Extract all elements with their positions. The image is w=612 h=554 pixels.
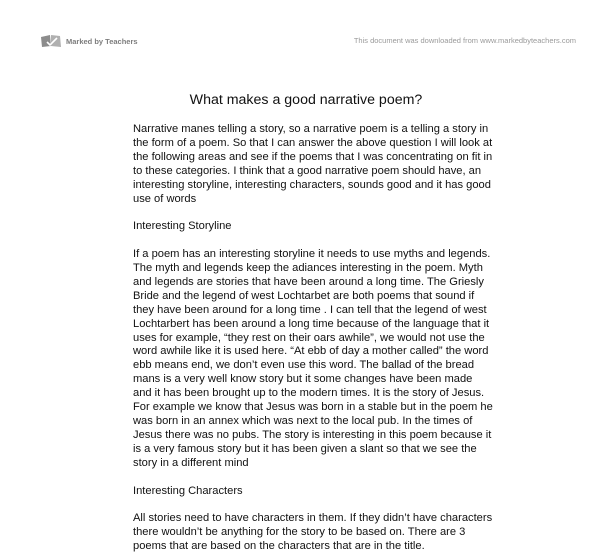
marked-by-teachers-logo-icon [40, 33, 62, 49]
section-heading-storyline: Interesting Storyline [133, 220, 232, 233]
storyline-paragraph: If a poem has an interesting storyline it needs to use myths and legends. The myth and legends keep the adiances interesting in the poem. Myth and legends are stories that have been around a long time. The Griesly Bride and the legend of west Lochtarbet are both poems that sound if they have been around for a long time . I can tell that the legend of west Lochtarbert has been around a long time because of the language that it uses for example, “they rest on their oars awhile”, we would not use the word awhile like it is used here. “At ebb of day a mother called” the word ebb means end, we don’t even use this word. The ballad of the bread mans is a very well know story but it some changes have been made and it has been brought up to the modern times. It is the story of Jesus. For example we know that Jesus was born in a stable but in the poem he was born in an annex which was next to the local pub. In the times of Jesus there was no pubs. The story is interesting in this poem because it is a very famous story but it has been given a slant so that we see the story in a different mind [133, 248, 493, 469]
intro-paragraph: Narrative manes telling a story, so a narrative poem is a telling a story in the form of a poem. So that I can answer the above question I will look at the following areas and see if the poems that I was concentrating on fit in to these categories. I think that a good narrative poem should have, an interesting storyline, interesting characters, sounds good and it has good use of words [133, 123, 493, 205]
document-body [133, 123, 493, 554]
section-heading-characters: Interesting Characters [133, 484, 243, 497]
document-title: What makes a good narrative poem? [189, 92, 423, 108]
characters-paragraph: All stories need to have characters in them. If they didn’t have characters there wouldn’t be anything for the story to be based on. There are 3 poems that are based on the characters that are in the title. [133, 512, 493, 553]
brand-name: Marked by Teachers [66, 36, 138, 46]
brand[interactable] [40, 33, 138, 49]
download-note: This document was downloaded from www.markedbyteachers.com [353, 36, 576, 45]
page-header [0, 0, 612, 70]
